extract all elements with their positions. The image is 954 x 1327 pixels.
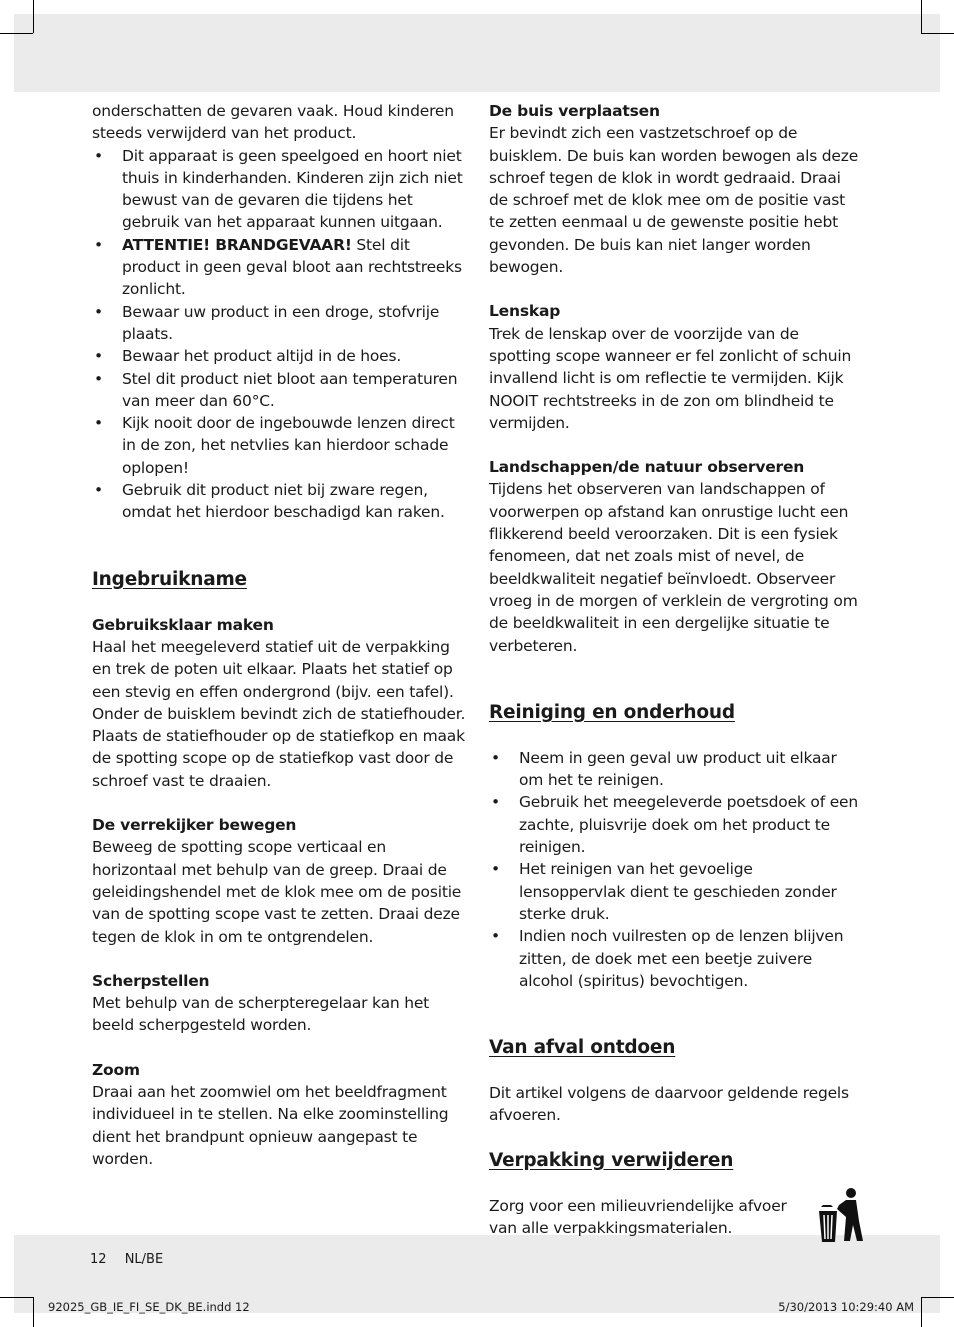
list-item: • Stel dit product niet bloot aan temperaturen van meer dan 60°C.	[92, 368, 466, 413]
tidyman-trash-icon	[819, 1187, 867, 1245]
right-column	[489, 100, 861, 1239]
subsection-title: Landschappen/de natuur observeren	[489, 458, 805, 477]
subsection-text: Haal het meegeleverd statief uit de verpakking en trek de poten uit elkaar. Plaats het statief op een stevig en effen ondergrond (bijv. een tafel). Onder de buisklem bevindt zich de statiefhouder. Plaats de statiefhouder op de statiefkop en maak de spotting scope op de statiefkop vast door de schroef vast te draaien.	[92, 637, 466, 790]
crop-mark-bl-v	[33, 1297, 34, 1327]
language-code: NL/BE	[124, 1252, 164, 1267]
section-title-afval: Van afval ontdoen	[489, 1037, 676, 1059]
subsection-text: Tijdens het observeren van landschappen of voorwerpen op afstand kan onrustige lucht een flikkerend beeld veroorzaken. Dit is een fysiek fenomeen, dat net zoals mist of nevel, de beeldkwaliteit negatief beïnvloedt. Observeer vroeg in de morgen of verklein de vergroting om de beeldkwaliteit in een dergelijke situatie te verbeteren.	[489, 480, 858, 655]
header-band	[14, 14, 940, 92]
list-item: • Gebruik dit product niet bij zware regen, omdat het hierdoor beschadigd kan raken.	[92, 479, 466, 524]
list-item: • Kijk nooit door de ingebouwde lenzen direct in de zon, het netvlies kan hierdoor schade oplopen!	[92, 412, 466, 479]
crop-mark-bl-h	[0, 1297, 33, 1298]
list-item: • Neem in geen geval uw product uit elkaar om het te reinigen.	[489, 747, 861, 792]
section-title-ingebruikname: Ingebruikname	[92, 568, 247, 590]
list-item: • Gebruik het meegeleverde poetsdoek of een zachte, pluisvrije doek om het product te reinigen.	[489, 791, 861, 858]
print-timestamp: 5/30/2013 10:29:40 AM	[778, 1300, 914, 1314]
subsection-title: Gebruiksklaar maken	[92, 615, 274, 634]
crop-mark-tr-h	[921, 33, 954, 34]
subsection-text: Met behulp van de scherpteregelaar kan het beeld scherpgesteld worden.	[92, 994, 430, 1035]
crop-mark-tr-v	[921, 0, 922, 33]
list-item: • Dit apparaat is geen speelgoed en hoort niet thuis in kinderhanden. Kinderen zijn zich niet bewust van de gevaren die tijdens het gebruik van het apparaat kunnen uitgaan.	[92, 145, 466, 234]
section-title-verpakking: Verpakking verwijderen	[489, 1149, 734, 1171]
crop-mark-tl-v	[33, 0, 34, 33]
list-item: • Het reinigen van het gevoelige lensoppervlak dient te geschieden zonder sterke druk.	[489, 858, 861, 925]
section-title-reiniging: Reiniging en onderhoud	[489, 701, 735, 723]
list-item: • Indien noch vuilresten op de lenzen blijven zitten, de doek met een beetje zuivere alcohol (spiritus) bevochtigen.	[489, 925, 861, 992]
list-item: • Bewaar het product altijd in de hoes.	[92, 345, 466, 367]
subsection-text: Trek de lenskap over de voorzijde van de spotting scope wanneer er fel zonlicht of schuin invallend licht is om reflectie te vermijden. Kijk NOOIT rechtstreeks in de zon om blindheid te vermijden.	[489, 324, 852, 432]
subsection-text: Er bevindt zich een vastzetschroef op de buisklem. De buis kan worden bewogen als deze schroef tegen de klok in wordt gedraaid. Draai de schroef met de klok mee om de positie vast te zetten eenmaal u de gewenste positie hebt gevonden. De buis kan niet langer worden bewogen.	[489, 124, 859, 277]
page-number: 12	[90, 1252, 107, 1267]
subsection-text: Beweeg de spotting scope verticaal en horizontaal met behulp van de greep. Draai de geleidingshendel met de klok mee om de positie van de spotting scope vast te zetten. Draai deze tegen de klok in om te ontgrendelen.	[92, 838, 462, 946]
print-file-name: 92025_GB_IE_FI_SE_DK_BE.indd 12	[48, 1300, 250, 1314]
disposal-text: Dit artikel volgens de daarvoor geldende regels afvoeren.	[489, 1084, 849, 1125]
packaging-row	[489, 1195, 861, 1240]
crop-mark-br-h	[921, 1297, 954, 1298]
crop-mark-br-v	[921, 1297, 922, 1327]
subsection-title: De verrekijker bewegen	[92, 816, 297, 835]
cleaning-list	[489, 747, 861, 992]
fire-warning: ATTENTIE! BRANDGEVAAR!	[122, 235, 352, 254]
subsection-title: Zoom	[92, 1060, 140, 1079]
subsection-title: Scherpstellen	[92, 971, 210, 990]
safety-list	[92, 145, 466, 524]
page-footer	[90, 1252, 163, 1267]
list-item: • ATTENTIE! BRANDGEVAAR! Stel dit product in geen geval bloot aan rechtstreeks zonlicht.	[92, 234, 466, 301]
subsection-title: Lenskap	[489, 302, 561, 321]
subsection-title: De buis verplaatsen	[489, 102, 660, 120]
left-column	[92, 100, 466, 1170]
subsection-text: Draai aan het zoomwiel om het beeldfragment individueel in te stellen. Na elke zoominstelling dient het brandpunt opnieuw aangepast te worden.	[92, 1082, 449, 1168]
intro-text: onderschatten de gevaren vaak. Houd kinderen steeds verwijderd van het product.	[92, 102, 454, 143]
list-item: • Bewaar uw product in een droge, stofvrije plaats.	[92, 301, 466, 346]
packaging-text: Zorg voor een milieuvriendelijke afvoer van alle verpakkingsmaterialen.	[489, 1196, 787, 1237]
crop-mark-tl-h	[0, 33, 33, 34]
